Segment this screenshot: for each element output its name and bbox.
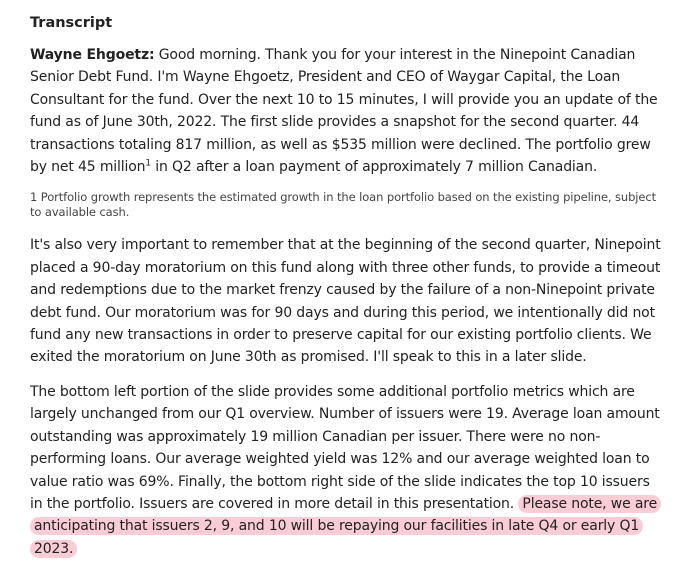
footnote-number: 1: [30, 190, 38, 205]
footnote: [30, 190, 664, 220]
paragraph-opening-text-a: Good morning. Thank you for your interest in the Ninepoint Canadian Senior Debt Fund. I'm Wayne Ehgoetz, President and CEO of Waygar Capital, the Loan Consultant for the fund. Over the next 10 to 15 minutes, I will provide you an update of the fund as of June 30th, 2022. The first slide provides a snapshot for the second quarter. 44 transactions totaling 817 million, as well as $535 million were declined. The portfolio grew by net 45 million: [30, 47, 658, 176]
paragraph-opening-text-b: in Q2 after a loan payment of approximately 7 million Canadian.: [150, 159, 598, 176]
paragraph-moratorium: It's also very important to remember that at the beginning of the second quarter, Ninepoint placed a 90-day moratorium on this fund along with three other funds, to provide a timeout and redemptions due to the market frenzy caused by the failure of a non-Ninepoint private debt fund. Our moratorium was for 90 days and during this period, we intentionally did not fund any new transactions in order to preserve capital for our existing portfolio clients. We exited the moratorium on June 30th as promised. I'll speak to this in a later slide.: [30, 237, 661, 366]
paragraph-metrics-text: The bottom left portion of the slide provides some additional portfolio metrics which are largely unchanged from our Q1 overview. Number of issuers were 19. Average loan amount outstanding was approximately 19 million Canadian per issuer. There were no non-performing loans. Our average weighted yield was 12% and our average weighted loan to value ratio was 69%. Finally, the bottom right side of the slide indicates the top 10 issuers in the portfolio. Issuers are covered in more detail in this presentation.: [30, 383, 660, 512]
footnote-reference: 1: [145, 158, 151, 169]
speaker-name: Wayne Ehgoetz:: [30, 47, 155, 63]
paragraph-opening: [30, 44, 664, 178]
footnote-text: Portfolio growth represents the estimated growth in the loan portfolio based on the existing pipeline, subject to available cash.: [30, 190, 657, 220]
highlighted-note: Please note, we are anticipating that issuers 2, 9, and 10 will be repaying our facilities in late Q4 or early Q1 2023.: [30, 495, 661, 558]
transcript-title: Transcript: [30, 15, 113, 31]
paragraph-metrics: [30, 381, 664, 560]
